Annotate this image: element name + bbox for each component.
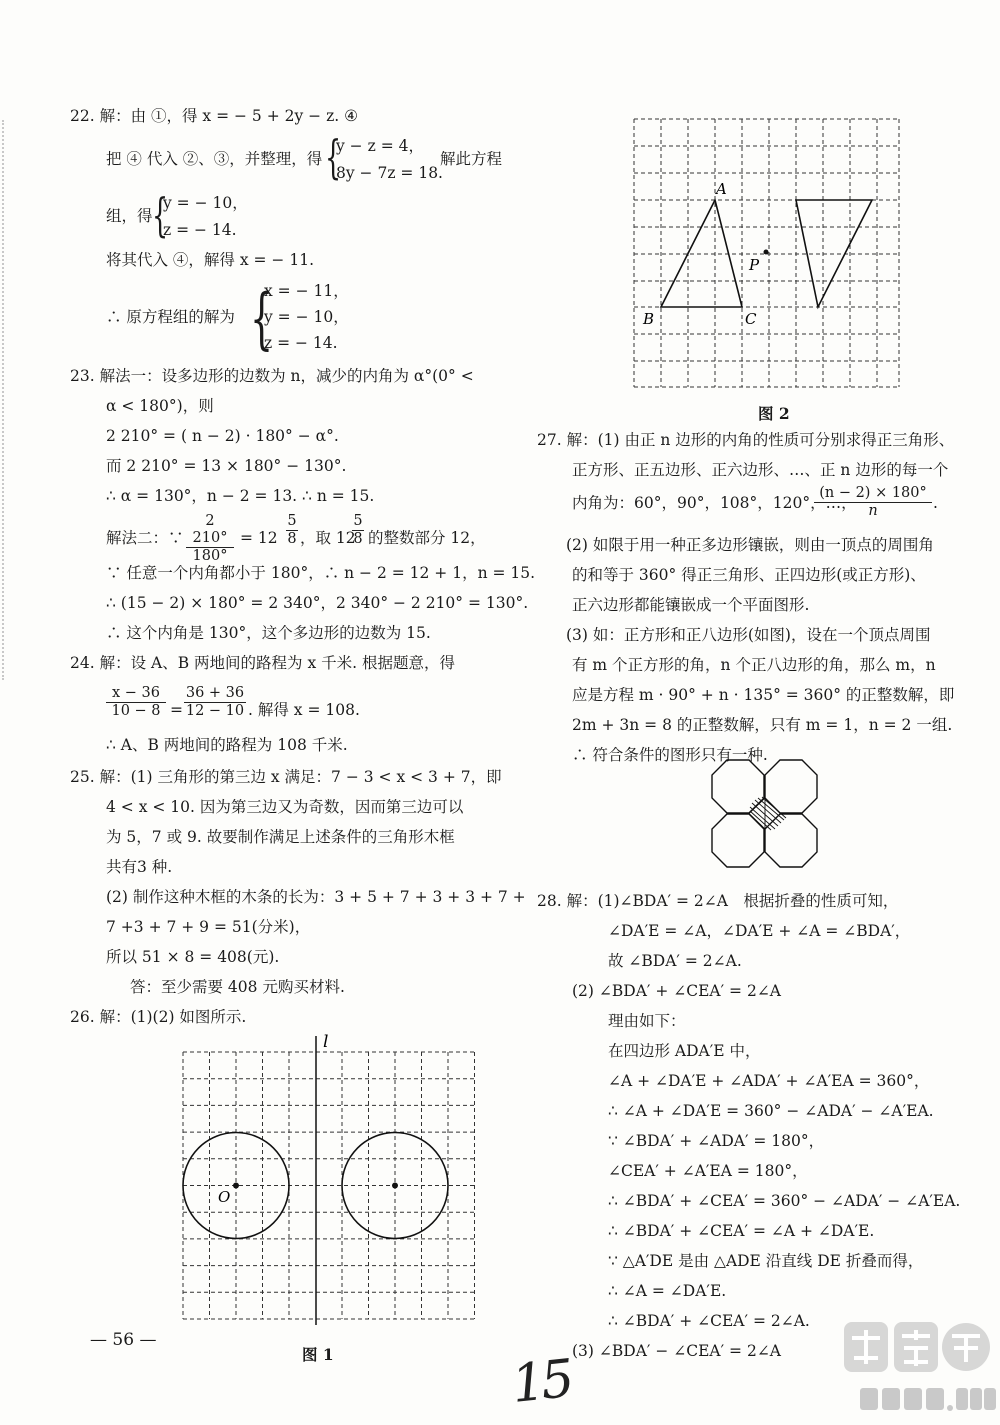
q24-frac1-num: x − 36: [112, 685, 160, 701]
q22-brace3: {: [250, 280, 274, 357]
octagon-top-left: [712, 760, 764, 813]
q27-frac: [814, 485, 932, 520]
q28-line3: 故 ∠BDA′ = 2∠A.: [608, 952, 742, 970]
q23-line6b: = 12: [240, 529, 278, 547]
q27-line7: (3) 如：正方形和正八边形(如图)，设在一个顶点周围: [566, 626, 931, 644]
q27-line3a: 内角为：60°，90°，108°，120°，…，: [572, 494, 857, 512]
q24-frac2-num: 36 + 36: [185, 685, 245, 701]
q24-line2b: . 解得 x = 108.: [248, 701, 360, 719]
figure-1: [150, 1030, 510, 1330]
q23-frac1-num: 2 210°: [192, 513, 228, 546]
margin-dots: [2, 120, 8, 680]
q27-line8: 有 m 个正方形的角，n 个正八边形的角，那么 m，n: [572, 656, 936, 674]
q23-line6c: ，取 12: [300, 529, 356, 547]
label-p: P: [749, 256, 760, 274]
q24-equals: =: [170, 701, 183, 719]
q24-frac1: [106, 685, 166, 720]
q22-line2a: 把 ④ 代入 ②、③，并整理，得: [106, 150, 323, 168]
q23-frac3: [352, 513, 364, 548]
hatched-square: [749, 797, 786, 830]
q23-line6a: 解法二：∵: [106, 529, 184, 547]
q27-line5: 的和等于 360° 得正三角形、正四边形(或正方形)、: [572, 566, 926, 584]
watermark-logo: [842, 1318, 992, 1380]
q23-line4: 而 2 210° = 13 × 180° − 130°.: [106, 457, 347, 475]
q27-line2: 正方形、正五边形、正六边形、…、正 n 边形的每一个: [572, 461, 949, 479]
q24-frac2: [184, 685, 246, 720]
circle-o-center-dot: [233, 1183, 239, 1189]
figure-2: [620, 110, 910, 400]
q22-brace1: {: [325, 130, 342, 184]
q25-line6: 7 +3 + 7 + 9 = 51(分米)，: [106, 918, 311, 936]
q22-brace2: {: [152, 188, 169, 242]
q28-line14: ∴ ∠A = ∠DA′E.: [608, 1282, 727, 1300]
q26-line1: 26. 解：(1)(2) 如图所示.: [70, 1008, 247, 1026]
q23-line2: α < 180°)，则: [106, 397, 214, 415]
q28-line6: 在四边形 ADA′E 中，: [608, 1042, 761, 1060]
q22-sys2b: z = − 14.: [163, 221, 237, 239]
q28-line10: ∠CEA′ + ∠A′EA = 180°，: [608, 1162, 808, 1180]
q28-line1: 28. 解：(1)∠BDA′ = 2∠A 根据折叠的性质可知，: [537, 892, 899, 910]
q25-line7: 所以 51 × 8 = 408(元).: [106, 948, 280, 966]
q28-line11: ∴ ∠BDA′ + ∠CEA′ = 360° − ∠ADA′ − ∠A′EA.: [608, 1192, 961, 1210]
point-p: [764, 250, 769, 255]
label-b: B: [643, 310, 655, 328]
q25-line8: 答：至少需要 408 元购买材料.: [130, 978, 345, 996]
q23-line8: ∴ (15 − 2) × 180° = 2 340°，2 340° − 2 210° = 130°.: [106, 594, 529, 612]
triangle-abc: [661, 200, 742, 307]
q23-frac1: [186, 513, 234, 565]
q22-line1: 22. 解：由 ①，得 x = − 5 + 2y − z. ④: [70, 107, 359, 125]
q27-line3b: .: [933, 494, 938, 512]
q23-line1: 23. 解法一：设多边形的边数为 n，减少的内角为 α°(0° <: [70, 367, 474, 385]
octagon-top-right: [765, 760, 817, 813]
octagon-tiling-figure: [700, 755, 840, 895]
q27-line9: 应是方程 m · 90° + n · 135° = 360° 的正整数解，即: [572, 686, 955, 704]
q22-sys2a: y = − 10，: [163, 194, 248, 212]
q23-frac1-den: 180°: [186, 547, 234, 565]
q28-line8: ∴ ∠A + ∠DA′E = 360° − ∠ADA′ − ∠A′EA.: [608, 1102, 934, 1120]
q28-line5: 理由如下：: [608, 1012, 686, 1030]
q23-frac2-den: 8: [287, 531, 297, 547]
page-number: — 56 —: [90, 1330, 157, 1350]
q22-sys1b: 8y − 7z = 18.: [336, 164, 443, 182]
q22-line5a: ∴ 原方程组的解为: [106, 308, 235, 326]
q24-line1: 24. 解：设 A、B 两地间的路程为 x 千米. 根据题意，得: [70, 654, 455, 672]
watermark-url-graphic: [858, 1384, 998, 1414]
line-label-l: l: [323, 1032, 329, 1052]
q22-sys3b: y = − 10，: [264, 308, 349, 326]
handwritten-number: 15: [509, 1349, 574, 1415]
label-c: C: [745, 310, 757, 328]
q25-line2: 4 < x < 10. 因为第三边又为奇数，因而第三边可以: [106, 798, 464, 816]
q22-line2b: 解此方程: [440, 150, 503, 168]
q23-frac2-num: 5: [287, 513, 297, 529]
q25-line4: 共有3 种.: [106, 858, 173, 876]
q24-frac1-den: 10 − 8: [106, 702, 166, 720]
q27-frac-num: (n − 2) × 180°: [819, 485, 927, 501]
q25-line3: 为 5，7 或 9. 故要制作满足上述条件的三角形木框: [106, 828, 455, 846]
label-a: A: [716, 180, 727, 198]
q27-frac-den: n: [814, 502, 932, 520]
circle-reflected-center-dot: [392, 1183, 398, 1189]
q23-line6d: 的整数部分 12，: [368, 529, 486, 547]
q23-frac3-den: 8: [353, 531, 363, 547]
q23-line5: ∴ α = 130°，n − 2 = 13. ∴ n = 15.: [106, 487, 375, 505]
q28-line13: ∵ △A′DE 是由 △ADE 沿直线 DE 折叠而得，: [608, 1252, 924, 1270]
q27-line4: (2) 如限于用一种正多边形镶嵌，则由一顶点的周围角: [566, 536, 934, 554]
q23-line3: 2 210° = ( n − 2) · 180° − α°.: [106, 427, 339, 445]
q28-line7: ∠A + ∠DA′E + ∠ADA′ + ∠A′EA = 360°，: [608, 1072, 930, 1090]
watermark-logo-graphic: [842, 1318, 992, 1380]
q22-line3a: 组，得: [106, 207, 153, 225]
q27-line10: 2m + 3n = 8 的正整数解，只有 m = 1，n = 2 一组.: [572, 716, 953, 734]
figure-2-caption: 图 2: [758, 404, 790, 423]
q27-line1: 27. 解：(1) 由正 n 边形的内角的性质可分别求得正三角形、: [537, 431, 955, 449]
q22-sys3c: z = − 14.: [264, 334, 338, 352]
q25-line1: 25. 解：(1) 三角形的第三边 x 满足：7 − 3 < x < 3 + 7，即: [70, 768, 502, 786]
q25-line5: (2) 制作这种木框的木条的长为：3 + 5 + 7 + 3 + 3 + 7 +: [106, 888, 526, 906]
q24-frac2-den: 12 − 10: [185, 703, 245, 719]
watermark-url: [858, 1384, 998, 1414]
q23-line9: ∴ 这个内角是 130°，这个多边形的边数为 15.: [106, 624, 431, 642]
q23-line7: ∵ 任意一个内角都小于 180°，∴ n − 2 = 12 + 1，n = 15.: [106, 564, 536, 582]
q27-line11: ∴ 符合条件的图形只有一种.: [572, 746, 768, 764]
q22-line4: 将其代入 ④，解得 x = − 11.: [106, 251, 315, 269]
octagon-bottom-left: [712, 814, 764, 867]
q22-sys1a: y − z = 4，: [336, 137, 424, 155]
q28-line12: ∴ ∠BDA′ + ∠CEA′ = ∠A + ∠DA′E.: [608, 1222, 875, 1240]
q28-line9: ∵ ∠BDA′ + ∠ADA′ = 180°，: [608, 1132, 825, 1150]
q27-line6: 正六边形都能镶嵌成一个平面图形.: [572, 596, 810, 614]
q28-line2: ∠DA′E = ∠A，∠DA′E + ∠A = ∠BDA′，: [608, 922, 911, 940]
q28-line4: (2) ∠BDA′ + ∠CEA′ = 2∠A: [572, 982, 782, 1000]
q28-line16: (3) ∠BDA′ − ∠CEA′ = 2∠A: [572, 1342, 782, 1360]
center-label-o: O: [218, 1188, 231, 1206]
figure-1-grid: [183, 1052, 475, 1319]
q23-frac2: [286, 513, 298, 548]
q28-line15: ∴ ∠BDA′ + ∠CEA′ = 2∠A.: [608, 1312, 810, 1330]
q24-line3: ∴ A、B 两地间的路程为 108 千米.: [106, 736, 348, 754]
figure-1-caption: 图 1: [302, 1345, 334, 1364]
q23-frac3-num: 5: [353, 513, 363, 529]
q22-sys3a: x = − 11，: [264, 282, 349, 300]
